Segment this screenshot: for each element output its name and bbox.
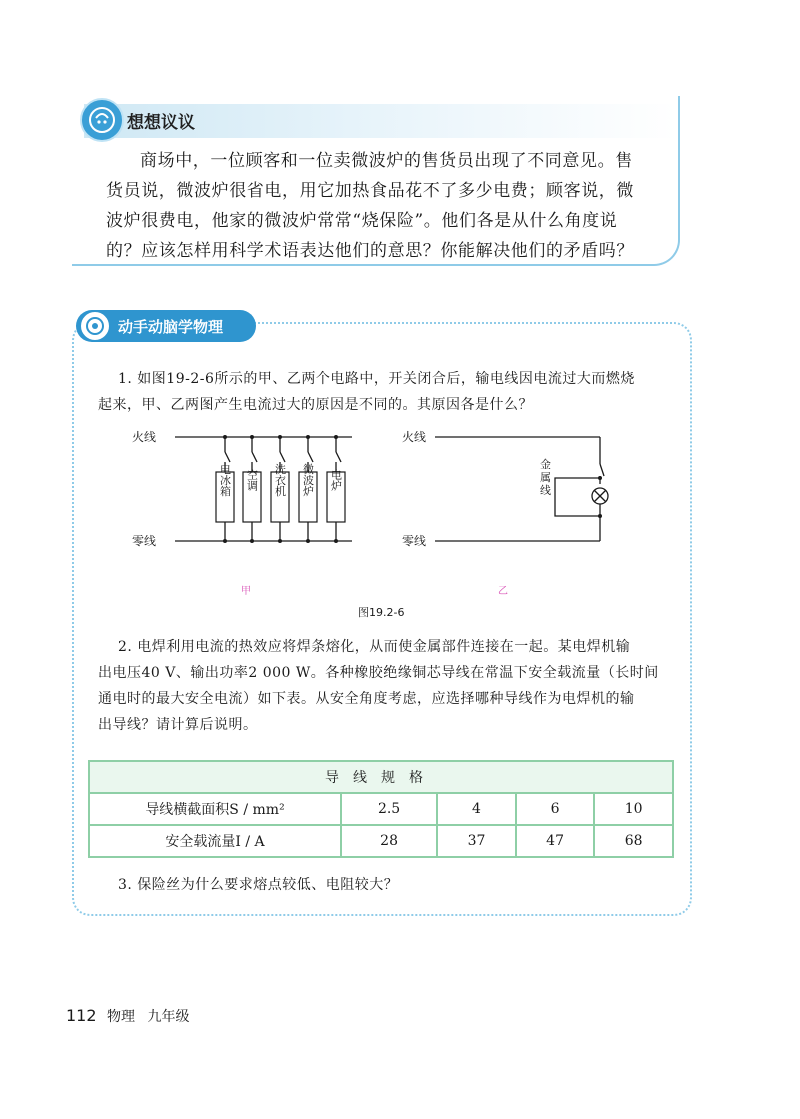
figure-label-b: 乙: [498, 586, 508, 597]
think-discuss-icon: [80, 98, 124, 142]
page-number: 112: [66, 1006, 97, 1025]
think-discuss-title: 想想议议: [127, 113, 195, 133]
question-2-line: 2. 电焊利用电流的热效应将焊条熔化，从而使金属部件连接在一起。某电焊机输: [118, 639, 631, 655]
question-1-line: 1. 如图19-2-6所示的甲、乙两个电路中，开关闭合后，输电线因电流过大而燃烧: [118, 371, 635, 387]
table-title: 导线规格: [89, 761, 673, 793]
think-paragraph-line: 波炉很费电，他家的微波炉常常“烧保险”。他们各是从什么角度说: [106, 211, 618, 231]
think-paragraph-line: 的？应该怎样用科学术语表达他们的意思？你能解决他们的矛盾吗？: [106, 241, 634, 261]
footer-subject: 物理: [107, 1009, 135, 1025]
circuit-diagram: [130, 420, 630, 620]
figure-label-a: 甲: [241, 586, 251, 597]
appliance-label: 电炉: [329, 469, 343, 491]
think-paragraph-line: 货员说，微波炉很省电，用它加热食品花不了多少电费；顾客说，微: [106, 181, 634, 201]
appliance-branch: [299, 435, 317, 543]
figure-caption: 图19.2-6: [358, 606, 405, 619]
table-cell: 4: [437, 793, 516, 825]
footer-grade: 九年级: [147, 1009, 190, 1025]
table-row: [89, 793, 673, 825]
wire-spec-table: [88, 760, 674, 858]
table-cell: 68: [594, 825, 673, 857]
table-cell: 10: [594, 793, 673, 825]
live-wire-label-b: 火线: [402, 430, 427, 444]
question-2-line: 出电压40 V、输出功率2 000 W。各种橡胶绝缘铜芯导线在常温下安全载流量（长时间: [98, 665, 659, 681]
table-cell: 6: [516, 793, 595, 825]
metal-wire-label: 金属线: [540, 458, 551, 497]
table-cell: 37: [437, 825, 516, 857]
table-cell: 47: [516, 825, 595, 857]
table-cell: 28: [341, 825, 437, 857]
appliance-branch: [216, 435, 234, 543]
appliance-label: 空调: [245, 469, 259, 491]
table-row: [89, 761, 673, 793]
table-row-label: 导线横截面积S / mm²: [89, 793, 341, 825]
question-2-line: 通电时的最大安全电流）如下表。从安全角度考虑，应选择哪种导线作为电焊机的输: [98, 691, 635, 707]
appliance-branch: [271, 435, 289, 543]
table-cell: 2.5: [341, 793, 437, 825]
question-3-line: 3. 保险丝为什么要求熔点较低、电阻较大？: [118, 877, 399, 893]
appliance-branch: [327, 435, 345, 543]
live-wire-label-a: 火线: [132, 430, 157, 444]
appliance-label: 微波炉: [301, 463, 315, 497]
target-icon: [79, 310, 111, 342]
neutral-wire-label-a: 零线: [132, 534, 157, 548]
appliance-label: 电冰箱: [218, 463, 232, 497]
table-row-label: 安全载流量I / A: [89, 825, 341, 857]
think-paragraph-line: 商场中，一位顾客和一位卖微波炉的售货员出现了不同意见。售: [140, 151, 633, 171]
question-1-line: 起来，甲、乙两图产生电流过大的原因是不同的。其原因各是什么？: [98, 397, 533, 413]
appliance-branch: [243, 435, 261, 543]
page-footer: [66, 1006, 189, 1026]
table-row: [89, 825, 673, 857]
neutral-wire-label-b: 零线: [402, 534, 427, 548]
appliance-label: 洗衣机: [273, 463, 287, 497]
hands-on-title: 动手动脑学物理: [118, 318, 224, 336]
question-2-line: 出导线？请计算后说明。: [98, 717, 258, 733]
